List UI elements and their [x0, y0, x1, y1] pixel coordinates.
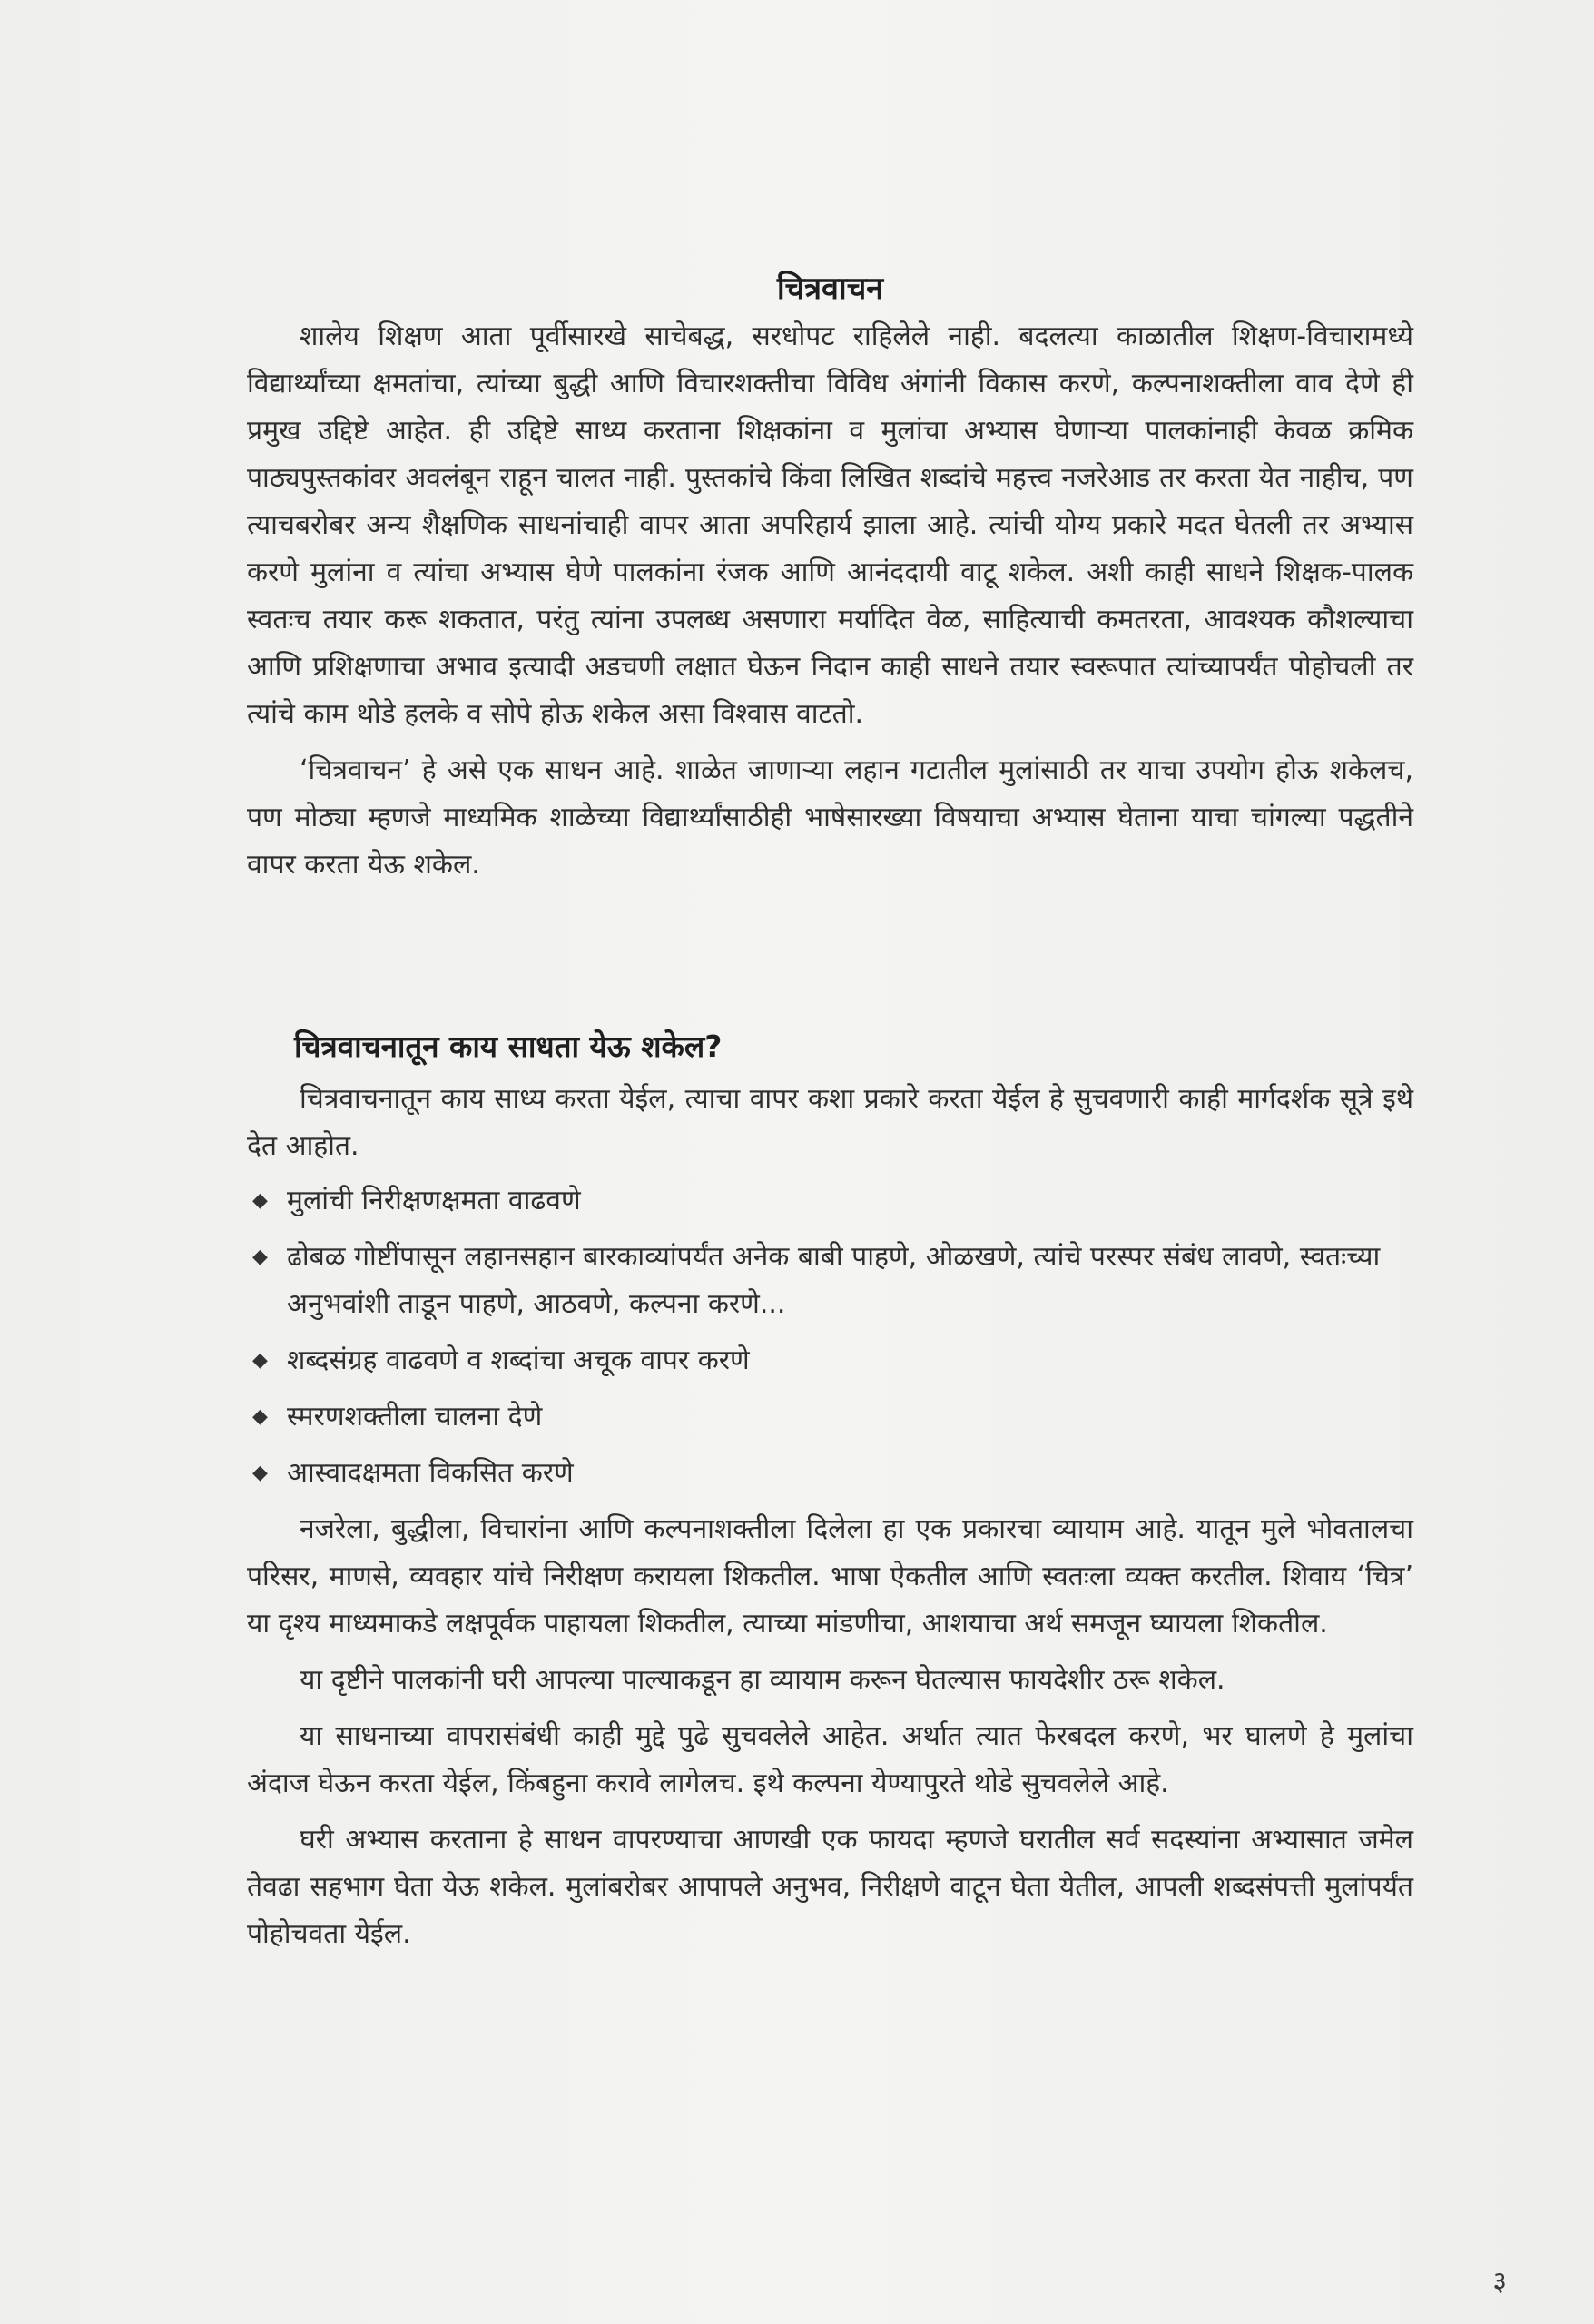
objectives-list	[247, 1177, 1413, 1497]
list-item	[247, 1337, 1413, 1384]
intro-paragraph: शालेय शिक्षण आता पूर्वीसारखे साचेबद्ध, सरधोपट राहिलेले नाही. बदलत्या काळातील शिक्षण-विचारामध्ये विद्यार्थ्यांच्या क्षमतांचा, त्यांच्या बुद्धी आणि विचारशक्तीचा विविध अंगांनी विकास करणे, कल्पनाशक्तीला वाव देणे ही प्रमुख उद्दिष्टे आहेत. ही उद्दिष्टे साध्य करताना शिक्षकांना व मुलांचा अभ्यास घेणाऱ्या पालकांनाही केवळ क्रमिक पाठ्यपुस्तकांवर अवलंबून राहून चालत नाही. पुस्तकांचे किंवा लिखित शब्दांचे महत्त्व नजरेआड तर करता येत नाहीच, पण त्याचबरोबर अन्य शैक्षणिक साधनांचाही वापर आता अपरिहार्य झाला आहे. त्यांची योग्य प्रकारे मदत घेतली तर अभ्यास करणे मुलांना व त्यांचा अभ्यास घेणे पालकांना रंजक आणि आनंददायी वाटू शकेल. अशी काही साधने शिक्षक-पालक स्वतःच तयार करू शकतात, परंतु त्यांना उपलब्ध असणारा मर्यादित वेळ, साहित्याची कमतरता, आवश्यक कौशल्याचा आणि प्रशिक्षणाचा अभाव इत्यादी अडचणी लक्षात घेऊन निदान काही साधने तयार स्वरूपात त्यांच्यापर्यंत पोहोचली तर त्यांचे काम थोडे हलके व सोपे होऊ शकेल असा विश्वास वाटतो.	[247, 320, 1413, 730]
diamond-bullet-icon: ◆	[252, 1246, 268, 1268]
diamond-bullet-icon: ◆	[252, 1405, 268, 1428]
suggestions-paragraph: या साधनाच्या वापरासंबंधी काही मुद्दे पुढे सुचवलेले आहेत. अर्थात त्यात फेरबदल करणे, भर घालणे हे मुलांचा अंदाज घेऊन करता येईल, किंबहुना करावे लागेलच. इथे कल्पना येण्यापुरते थोडे सुचवलेले आहे.	[247, 1720, 1413, 1799]
list-item	[247, 1234, 1413, 1328]
list-item-text: मुलांची निरीक्षणक्षमता वाढवणे	[287, 1185, 581, 1216]
list-item-text: शब्दसंग्रह वाढवणे व शब्दांचा अचूक वापर करणे	[287, 1344, 750, 1376]
guidelines-intro-paragraph: चित्रवाचनातून काय साध्य करता येईल, त्याचा वापर कशा प्रकारे करता येईल हे सुचवणारी काही मार्गदर्शक सूत्रे इथे देत आहोत.	[247, 1083, 1413, 1162]
diamond-bullet-icon: ◆	[252, 1189, 268, 1212]
list-item-text: स्मरणशक्तीला चालना देणे	[287, 1401, 543, 1433]
list-item	[247, 1393, 1413, 1441]
chitravachan-paragraph: ‘चित्रवाचन’ हे असे एक साधन आहे. शाळेत जाणाऱ्या लहान गटातील मुलांसाठी तर याचा उपयोग होऊ शकेलच, पण मोठ्या म्हणजे माध्यमिक शाळेच्या विद्यार्थ्यांसाठीही भाषेसारख्या विषयाचा अभ्यास घेताना याचा चांगल्या पद्धतीने वापर करता येऊ शकेल.	[247, 754, 1413, 881]
list-item-text: ढोबळ गोष्टींपासून लहानसहान बारकाव्यांपर्यंत अनेक बाबी पाहणे, ओळखणे, त्यांचे परस्पर संबंध लावणे, स्वतःच्या अनुभवांशी ताडून पाहणे, आठवणे, कल्पना करणे...	[287, 1241, 1381, 1320]
diamond-bullet-icon: ◆	[252, 1349, 268, 1372]
diamond-bullet-icon: ◆	[252, 1462, 268, 1484]
exercise-paragraph: नजरेला, बुद्धीला, विचारांना आणि कल्पनाशक्तीला दिलेला हा एक प्रकारचा व्यायाम आहे. यातून मुले भोवतालचा परिसर, माणसे, व्यवहार यांचे निरीक्षण करायला शिकतील. भाषा ऐकतील आणि स्वतःला व्यक्त करतील. शिवाय ‘चित्र’ या दृश्य माध्यमाकडे लक्षपूर्वक पाहायला शिकतील, त्याच्या मांडणीचा, आशयाचा अर्थ समजून घ्यायला शिकतील.	[247, 1513, 1413, 1640]
section-title: चित्रवाचन	[776, 271, 884, 307]
subsection-heading: चित्रवाचनातून काय साधता येऊ शकेल?	[294, 1029, 723, 1064]
parents-paragraph: या दृष्टीने पालकांनी घरी आपल्या पाल्याकडून हा व्यायाम करून घेतल्यास फायदेशीर ठरू शकेल.	[300, 1664, 1225, 1696]
section-spacer	[247, 889, 1413, 1025]
page-number: ३	[1492, 2266, 1507, 2298]
page-content	[247, 268, 1413, 1958]
home-study-paragraph: घरी अभ्यास करताना हे साधन वापरण्याचा आणखी एक फायदा म्हणजे घरातील सर्व सदस्यांना अभ्यासात जमेल तेवढा सहभाग घेता येऊ शकेल. मुलांबरोबर आपापले अनुभव, निरीक्षणे वाटून घेता येतील, आपली शब्दसंपत्ती मुलांपर्यंत पोहोचवता येईल.	[247, 1824, 1413, 1950]
list-item	[247, 1177, 1413, 1225]
list-item	[247, 1450, 1413, 1497]
list-item-text: आस्वादक्षमता विकसित करणे	[287, 1457, 574, 1489]
